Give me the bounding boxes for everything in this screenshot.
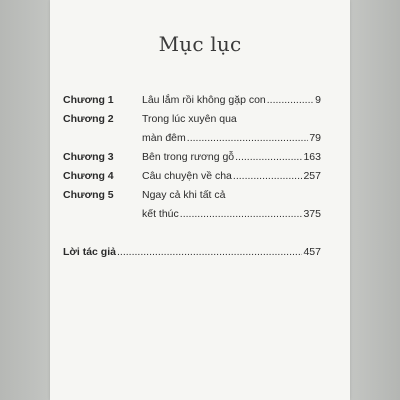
dot-leader [180, 205, 303, 224]
toc-entry-chapter-5 [63, 186, 321, 224]
toc-entry-chapter-1 [63, 91, 321, 110]
chapter-title: Bên trong rương gỗ [142, 151, 235, 163]
page-number: 457 [303, 246, 321, 258]
page-number: 79 [309, 132, 321, 144]
chapter-label: Chương 2 [63, 113, 114, 125]
dot-leader [117, 243, 302, 262]
page-number: 257 [303, 170, 321, 182]
page-number: 375 [303, 208, 321, 220]
toc-entry-afterword [63, 243, 321, 262]
dot-leader [233, 167, 303, 186]
page-title: Mục lục [158, 32, 242, 56]
toc-entry-chapter-3 [63, 148, 321, 167]
table-of-contents [63, 91, 321, 262]
toc-entry-chapter-2 [63, 110, 321, 148]
chapter-label: Chương 5 [63, 189, 114, 201]
chapter-title-line-2: màn đêm [142, 132, 186, 144]
chapter-title-line-2: kết thúc [142, 208, 179, 220]
chapter-title: Lâu lắm rồi không gặp con [142, 94, 266, 106]
book-page [50, 0, 350, 400]
page-number: 163 [303, 151, 321, 163]
chapter-title: Câu chuyện về cha [142, 170, 232, 182]
dot-leader [187, 129, 309, 148]
chapter-label: Chương 4 [63, 170, 114, 182]
toc-entry-chapter-4 [63, 167, 321, 186]
dot-leader [235, 148, 302, 167]
dot-leader [267, 91, 314, 110]
afterword-title: Lời tác giả [63, 246, 116, 258]
chapter-label: Chương 3 [63, 151, 114, 163]
chapter-title-line-1: Ngay cả khi tất cả [142, 189, 226, 201]
page-number: 9 [315, 94, 321, 106]
chapter-title-line-1: Trong lúc xuyên qua [142, 113, 237, 125]
chapter-label: Chương 1 [63, 94, 114, 106]
